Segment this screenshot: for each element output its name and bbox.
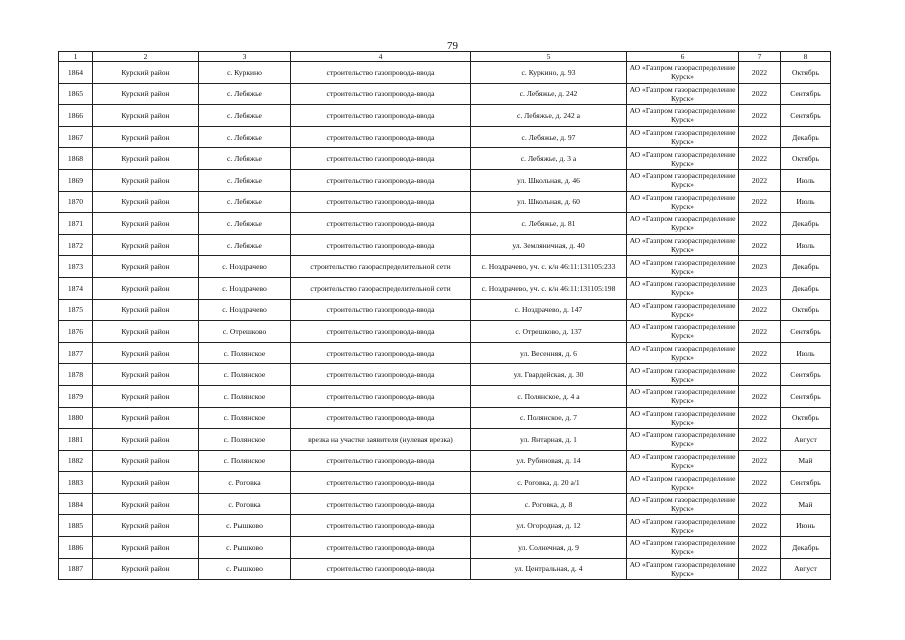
work-type-cell: строительство газопровода-ввода	[291, 62, 471, 84]
organization-cell: АО «Газпром газораспределение Курск»	[627, 62, 739, 84]
organization-cell: АО «Газпром газораспределение Курск»	[627, 558, 739, 580]
table-row	[59, 407, 831, 429]
year-cell: 2022	[739, 191, 781, 213]
work-type-cell: строительство газопровода-ввода	[291, 493, 471, 515]
table-row	[59, 126, 831, 148]
row-number: 1878	[59, 364, 93, 386]
work-type-cell: строительство газопровода-ввода	[291, 515, 471, 537]
month-cell: Сентябрь	[781, 83, 831, 105]
settlement-cell: с. Лебяжье	[199, 169, 291, 191]
address-cell: с. Роговка, д. 20 а/1	[471, 472, 627, 494]
table-row	[59, 472, 831, 494]
organization-cell: АО «Газпром газораспределение Курск»	[627, 450, 739, 472]
address-cell: с. Лебяжье, д. 3 а	[471, 148, 627, 170]
year-cell: 2022	[739, 472, 781, 494]
table-row	[59, 385, 831, 407]
organization-cell: АО «Газпром газораспределение Курск»	[627, 83, 739, 105]
month-cell: Сентябрь	[781, 321, 831, 343]
year-cell: 2022	[739, 299, 781, 321]
settlement-cell: с. Роговка	[199, 472, 291, 494]
month-cell: Октябрь	[781, 148, 831, 170]
table-row	[59, 364, 831, 386]
column-header: 5	[471, 52, 627, 62]
gas-connection-table	[58, 51, 831, 580]
district-cell: Курский район	[93, 299, 199, 321]
settlement-cell: с. Рышково	[199, 537, 291, 559]
address-cell: с. Полянское, д. 4 а	[471, 385, 627, 407]
year-cell: 2022	[739, 385, 781, 407]
work-type-cell: строительство газопровода-ввода	[291, 342, 471, 364]
row-number: 1873	[59, 256, 93, 278]
work-type-cell: строительство газораспределительной сети	[291, 277, 471, 299]
district-cell: Курский район	[93, 429, 199, 451]
address-cell: ул. Школьная, д. 60	[471, 191, 627, 213]
address-cell: с. Ноздрачево, уч. с. к/н 46:11:131105:233	[471, 256, 627, 278]
work-type-cell: строительство газопровода-ввода	[291, 169, 471, 191]
month-cell: Август	[781, 558, 831, 580]
year-cell: 2022	[739, 429, 781, 451]
year-cell: 2022	[739, 342, 781, 364]
address-cell: с. Лебяжье, д. 97	[471, 126, 627, 148]
row-number: 1877	[59, 342, 93, 364]
month-cell: Май	[781, 493, 831, 515]
work-type-cell: строительство газопровода-ввода	[291, 105, 471, 127]
address-cell: с. Лебяжье, д. 81	[471, 213, 627, 235]
district-cell: Курский район	[93, 515, 199, 537]
address-cell: ул. Земляничная, д. 40	[471, 234, 627, 256]
district-cell: Курский район	[93, 126, 199, 148]
organization-cell: АО «Газпром газораспределение Курск»	[627, 234, 739, 256]
address-cell: с. Отрешково, д. 137	[471, 321, 627, 343]
district-cell: Курский район	[93, 62, 199, 84]
month-cell: Сентябрь	[781, 364, 831, 386]
district-cell: Курский район	[93, 105, 199, 127]
month-cell: Декабрь	[781, 537, 831, 559]
month-cell: Июль	[781, 169, 831, 191]
work-type-cell: строительство газопровода-ввода	[291, 234, 471, 256]
work-type-cell: строительство газопровода-ввода	[291, 321, 471, 343]
year-cell: 2022	[739, 213, 781, 235]
district-cell: Курский район	[93, 213, 199, 235]
table-row	[59, 213, 831, 235]
row-number: 1866	[59, 105, 93, 127]
table-row	[59, 83, 831, 105]
year-cell: 2022	[739, 515, 781, 537]
work-type-cell: строительство газопровода-ввода	[291, 537, 471, 559]
work-type-cell: строительство газопровода-ввода	[291, 126, 471, 148]
organization-cell: АО «Газпром газораспределение Курск»	[627, 407, 739, 429]
district-cell: Курский район	[93, 558, 199, 580]
district-cell: Курский район	[93, 342, 199, 364]
district-cell: Курский район	[93, 234, 199, 256]
table-row	[59, 558, 831, 580]
row-number: 1874	[59, 277, 93, 299]
month-cell: Июль	[781, 234, 831, 256]
column-header: 6	[627, 52, 739, 62]
organization-cell: АО «Газпром газораспределение Курск»	[627, 472, 739, 494]
work-type-cell: строительство газопровода-ввода	[291, 148, 471, 170]
organization-cell: АО «Газпром газораспределение Курск»	[627, 256, 739, 278]
row-number: 1864	[59, 62, 93, 84]
row-number: 1865	[59, 83, 93, 105]
work-type-cell: строительство газопровода-ввода	[291, 472, 471, 494]
row-number: 1875	[59, 299, 93, 321]
address-cell: с. Ноздрачево, уч. с. к/н 46:11:131105:198	[471, 277, 627, 299]
year-cell: 2022	[739, 493, 781, 515]
address-cell: ул. Солнечная, д. 9	[471, 537, 627, 559]
district-cell: Курский район	[93, 472, 199, 494]
district-cell: Курский район	[93, 169, 199, 191]
address-cell: ул. Гвардейская, д. 30	[471, 364, 627, 386]
work-type-cell: строительство газопровода-ввода	[291, 385, 471, 407]
table-body	[59, 62, 831, 580]
row-number: 1887	[59, 558, 93, 580]
district-cell: Курский район	[93, 148, 199, 170]
organization-cell: АО «Газпром газораспределение Курск»	[627, 429, 739, 451]
table-row	[59, 429, 831, 451]
work-type-cell: строительство газопровода-ввода	[291, 213, 471, 235]
row-number: 1867	[59, 126, 93, 148]
year-cell: 2022	[739, 450, 781, 472]
row-number: 1868	[59, 148, 93, 170]
month-cell: Декабрь	[781, 256, 831, 278]
table-row	[59, 342, 831, 364]
organization-cell: АО «Газпром газораспределение Курск»	[627, 126, 739, 148]
year-cell: 2022	[739, 537, 781, 559]
row-number: 1870	[59, 191, 93, 213]
address-cell: с. Лебяжье, д. 242	[471, 83, 627, 105]
month-cell: Июнь	[781, 515, 831, 537]
table-row	[59, 169, 831, 191]
row-number: 1876	[59, 321, 93, 343]
settlement-cell: с. Лебяжье	[199, 234, 291, 256]
row-number: 1883	[59, 472, 93, 494]
year-cell: 2022	[739, 234, 781, 256]
row-number: 1882	[59, 450, 93, 472]
district-cell: Курский район	[93, 256, 199, 278]
year-cell: 2023	[739, 256, 781, 278]
row-number: 1880	[59, 407, 93, 429]
table-row	[59, 450, 831, 472]
settlement-cell: с. Лебяжье	[199, 126, 291, 148]
month-cell: Октябрь	[781, 299, 831, 321]
page-number: 79	[447, 40, 458, 52]
table-row	[59, 256, 831, 278]
table-row	[59, 493, 831, 515]
district-cell: Курский район	[93, 450, 199, 472]
organization-cell: АО «Газпром газораспределение Курск»	[627, 385, 739, 407]
organization-cell: АО «Газпром газораспределение Курск»	[627, 493, 739, 515]
district-cell: Курский район	[93, 191, 199, 213]
table-row	[59, 515, 831, 537]
organization-cell: АО «Газпром газораспределение Курск»	[627, 342, 739, 364]
settlement-cell: с. Ноздрачево	[199, 256, 291, 278]
settlement-cell: с. Лебяжье	[199, 213, 291, 235]
organization-cell: АО «Газпром газораспределение Курск»	[627, 105, 739, 127]
month-cell: Сентябрь	[781, 105, 831, 127]
organization-cell: АО «Газпром газораспределение Курск»	[627, 277, 739, 299]
year-cell: 2022	[739, 105, 781, 127]
settlement-cell: с. Полянское	[199, 385, 291, 407]
month-cell: Октябрь	[781, 62, 831, 84]
work-type-cell: строительство газораспределительной сети	[291, 256, 471, 278]
work-type-cell: строительство газопровода-ввода	[291, 450, 471, 472]
settlement-cell: с. Полянское	[199, 364, 291, 386]
address-cell: ул. Огородная, д. 12	[471, 515, 627, 537]
month-cell: Сентябрь	[781, 385, 831, 407]
settlement-cell: с. Ноздрачево	[199, 277, 291, 299]
row-number: 1881	[59, 429, 93, 451]
work-type-cell: врезка на участке заявителя (нулевая врезка)	[291, 429, 471, 451]
row-number: 1871	[59, 213, 93, 235]
month-cell: Июль	[781, 191, 831, 213]
month-cell: Август	[781, 429, 831, 451]
organization-cell: АО «Газпром газораспределение Курск»	[627, 299, 739, 321]
organization-cell: АО «Газпром газораспределение Курск»	[627, 515, 739, 537]
month-cell: Октябрь	[781, 407, 831, 429]
address-cell: с. Ноздрачево, д. 147	[471, 299, 627, 321]
year-cell: 2022	[739, 407, 781, 429]
table-row	[59, 277, 831, 299]
settlement-cell: с. Ноздрачево	[199, 299, 291, 321]
year-cell: 2022	[739, 558, 781, 580]
work-type-cell: строительство газопровода-ввода	[291, 407, 471, 429]
column-header: 2	[93, 52, 199, 62]
settlement-cell: с. Лебяжье	[199, 191, 291, 213]
month-cell: Декабрь	[781, 126, 831, 148]
work-type-cell: строительство газопровода-ввода	[291, 83, 471, 105]
address-cell: с. Полянское, д. 7	[471, 407, 627, 429]
year-cell: 2022	[739, 321, 781, 343]
table-row	[59, 105, 831, 127]
year-cell: 2022	[739, 62, 781, 84]
year-cell: 2022	[739, 126, 781, 148]
address-cell: с. Куркино, д. 93	[471, 62, 627, 84]
address-cell: ул. Весенняя, д. 6	[471, 342, 627, 364]
settlement-cell: с. Куркино	[199, 62, 291, 84]
month-cell: Декабрь	[781, 277, 831, 299]
address-cell: ул. Школьная, д. 46	[471, 169, 627, 191]
district-cell: Курский район	[93, 385, 199, 407]
organization-cell: АО «Газпром газораспределение Курск»	[627, 169, 739, 191]
settlement-cell: с. Роговка	[199, 493, 291, 515]
work-type-cell: строительство газопровода-ввода	[291, 191, 471, 213]
settlement-cell: с. Лебяжье	[199, 148, 291, 170]
district-cell: Курский район	[93, 321, 199, 343]
address-cell: ул. Центральная, д. 4	[471, 558, 627, 580]
organization-cell: АО «Газпром газораспределение Курск»	[627, 213, 739, 235]
address-cell: с. Лебяжье, д. 242 а	[471, 105, 627, 127]
month-cell: Сентябрь	[781, 472, 831, 494]
table-row	[59, 62, 831, 84]
settlement-cell: с. Отрешково	[199, 321, 291, 343]
table-row	[59, 537, 831, 559]
row-number: 1879	[59, 385, 93, 407]
row-number: 1886	[59, 537, 93, 559]
year-cell: 2023	[739, 277, 781, 299]
organization-cell: АО «Газпром газораспределение Курск»	[627, 537, 739, 559]
settlement-cell: с. Полянское	[199, 407, 291, 429]
year-cell: 2022	[739, 169, 781, 191]
row-number: 1885	[59, 515, 93, 537]
year-cell: 2022	[739, 83, 781, 105]
district-cell: Курский район	[93, 364, 199, 386]
row-number: 1884	[59, 493, 93, 515]
work-type-cell: строительство газопровода-ввода	[291, 364, 471, 386]
organization-cell: АО «Газпром газораспределение Курск»	[627, 364, 739, 386]
table-row	[59, 191, 831, 213]
column-header: 8	[781, 52, 831, 62]
district-cell: Курский район	[93, 537, 199, 559]
settlement-cell: с. Полянское	[199, 342, 291, 364]
month-cell: Май	[781, 450, 831, 472]
row-number: 1872	[59, 234, 93, 256]
organization-cell: АО «Газпром газораспределение Курск»	[627, 191, 739, 213]
settlement-cell: с. Лебяжье	[199, 105, 291, 127]
work-type-cell: строительство газопровода-ввода	[291, 558, 471, 580]
organization-cell: АО «Газпром газораспределение Курск»	[627, 148, 739, 170]
district-cell: Курский район	[93, 407, 199, 429]
address-cell: ул. Янтарная, д. 1	[471, 429, 627, 451]
column-header: 3	[199, 52, 291, 62]
column-header: 1	[59, 52, 93, 62]
table-row	[59, 321, 831, 343]
column-header: 7	[739, 52, 781, 62]
header-row	[59, 52, 831, 62]
table-row	[59, 148, 831, 170]
settlement-cell: с. Рышково	[199, 558, 291, 580]
year-cell: 2022	[739, 148, 781, 170]
table-row	[59, 234, 831, 256]
month-cell: Июль	[781, 342, 831, 364]
settlement-cell: с. Лебяжье	[199, 83, 291, 105]
settlement-cell: с. Полянское	[199, 429, 291, 451]
organization-cell: АО «Газпром газораспределение Курск»	[627, 321, 739, 343]
settlement-cell: с. Полянское	[199, 450, 291, 472]
district-cell: Курский район	[93, 83, 199, 105]
column-header: 4	[291, 52, 471, 62]
district-cell: Курский район	[93, 493, 199, 515]
settlement-cell: с. Рышково	[199, 515, 291, 537]
month-cell: Декабрь	[781, 213, 831, 235]
address-cell: с. Роговка, д. 8	[471, 493, 627, 515]
address-cell: ул. Рубиновая, д. 14	[471, 450, 627, 472]
work-type-cell: строительство газопровода-ввода	[291, 299, 471, 321]
row-number: 1869	[59, 169, 93, 191]
year-cell: 2022	[739, 364, 781, 386]
table-row	[59, 299, 831, 321]
district-cell: Курский район	[93, 277, 199, 299]
